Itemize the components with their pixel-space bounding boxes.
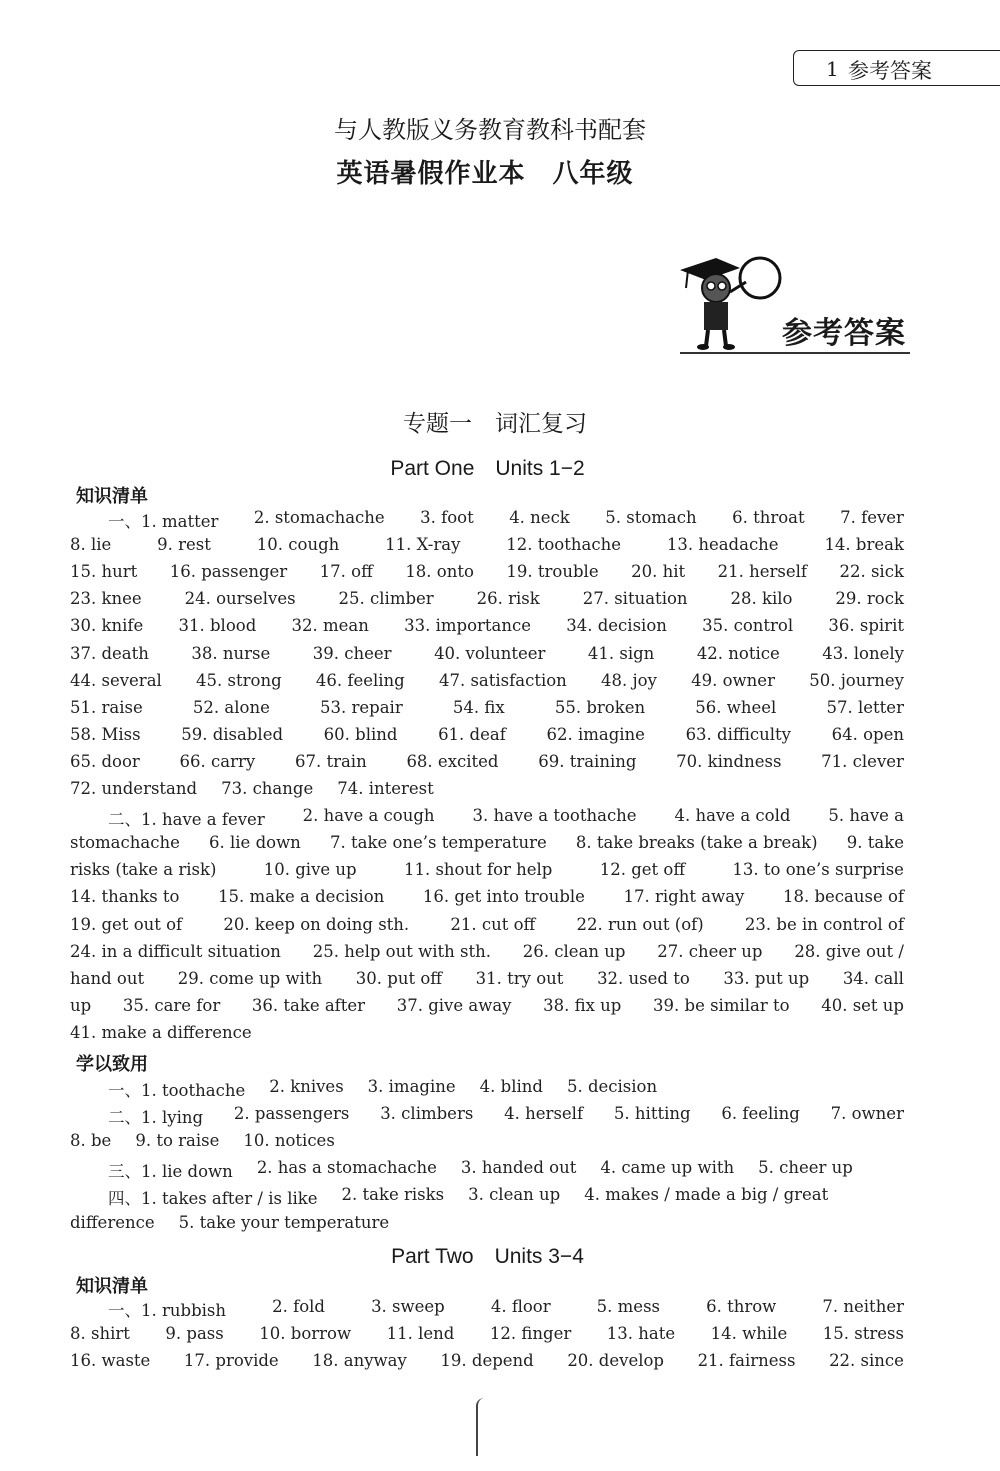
answer-line (108, 1104, 904, 1128)
answer-item: 36. take after (251, 995, 366, 1015)
answer-item: 32. mean (291, 616, 369, 636)
answer-line (70, 942, 904, 961)
answer-item: 10. borrow (259, 1324, 352, 1344)
answer-item: 3. handed out (460, 1158, 577, 1178)
answer-item: 17. right away (623, 887, 745, 907)
answer-item: 49. owner (691, 670, 775, 690)
answer-item: difference (70, 1212, 155, 1232)
answer-item: 4. came up with (600, 1158, 735, 1178)
answer-item: 10. cough (256, 535, 340, 555)
answer-item: 61. deaf (438, 724, 506, 744)
answer-item: 26. clean up (522, 941, 626, 961)
answer-line (108, 1185, 904, 1209)
answer-item: 54. fix (452, 697, 505, 717)
answer-item: 6. throat (732, 508, 805, 527)
book-title: 英语暑假作业本 八年级 (336, 159, 634, 189)
answer-item: risks (take a risk) (70, 860, 217, 880)
answer-item: 45. strong (196, 670, 282, 690)
answer-item: 2. knives (269, 1077, 344, 1096)
answer-line (70, 1131, 904, 1150)
answer-item: 4. makes / made a big / great (584, 1185, 829, 1205)
answer-item: 44. several (70, 670, 162, 690)
answer-item: 69. training (538, 751, 637, 771)
answer-item: 16. passenger (169, 562, 288, 582)
answer-item: 28. give out / (794, 941, 904, 961)
answer-item: 20. hit (631, 562, 686, 582)
answer-item: 30. put off (355, 968, 443, 988)
answer-item: 4. neck (509, 508, 570, 527)
answer-item: 47. satisfaction (438, 670, 567, 690)
answer-line (70, 887, 904, 906)
answer-item: 18. because of (782, 887, 904, 907)
answer-line (108, 1297, 904, 1321)
answer-item: 2. has a stomachache (256, 1158, 437, 1178)
answer-item: 72. understand (70, 779, 198, 798)
answer-item: 11. X-ray (385, 535, 461, 555)
answer-item: 55. broken (554, 697, 646, 717)
answer-line (108, 806, 904, 830)
answer-item: 67. train (294, 751, 367, 771)
answer-item: 14. thanks to (70, 887, 180, 907)
answer-item: 40. set up (821, 995, 904, 1015)
answer-line (70, 616, 904, 635)
answer-item: 2. fold (272, 1297, 325, 1316)
answer-item: 41. sign (587, 643, 655, 663)
topic-title: 专题一 词汇复习 (403, 411, 587, 437)
answer-item: 21. cut off (450, 914, 536, 934)
answer-item: 41. make a difference (70, 1022, 252, 1042)
answer-item: hand out (70, 968, 145, 988)
answer-line (70, 1351, 904, 1370)
answer-item: 22. run out (of) (576, 914, 704, 934)
answer-item: 35. care for (122, 995, 221, 1015)
answer-line (70, 698, 904, 717)
answer-item: 6. throw (706, 1297, 777, 1316)
answer-line (70, 562, 904, 581)
answer-item: 24. in a difficult situation (70, 941, 281, 961)
answer-item: 56. wheel (695, 697, 777, 717)
answer-item: 34. call (842, 968, 904, 988)
answer-item: 31. blood (178, 616, 257, 636)
page-number: 1 (826, 57, 839, 81)
part2-knowledge-heading: 知识清单 (76, 1276, 148, 1297)
answer-item: 四、1. takes after / is like (108, 1189, 318, 1209)
answer-item: 6. lie down (209, 833, 301, 853)
answer-line (108, 508, 904, 532)
answer-line (70, 915, 904, 934)
answer-item: 59. disabled (181, 724, 284, 744)
answer-item: 38. nurse (191, 643, 271, 663)
answer-item: 39. cheer (312, 643, 392, 663)
answer-item: 63. difficulty (685, 724, 791, 744)
answer-item: 18. onto (405, 562, 474, 582)
part1-knowledge-heading: 知识清单 (76, 486, 148, 507)
answer-item: 一、1. toothache (108, 1081, 246, 1100)
answer-item: 3. have a toothache (472, 806, 637, 826)
answer-item: 46. feeling (315, 670, 405, 690)
answer-item: 8. shirt (70, 1324, 130, 1344)
answer-item: 24. ourselves (184, 589, 296, 609)
answer-item: 5. hitting (613, 1104, 691, 1124)
book-subtitle: 与人教版义务教育教科书配套 (334, 116, 646, 144)
answer-item: 9. rest (157, 535, 211, 555)
answer-item: 11. lend (386, 1324, 455, 1344)
answer-line (70, 996, 904, 1015)
answer-line (70, 589, 904, 608)
answer-line (108, 1158, 904, 1182)
answer-item: 一、1. matter (108, 512, 219, 531)
answer-item: 27. situation (582, 589, 688, 609)
answer-item: 43. lonely (822, 643, 904, 663)
answer-item: 3. climbers (380, 1104, 474, 1124)
answer-item: 50. journey (809, 670, 904, 690)
answer-item: 一、1. rubbish (108, 1301, 226, 1320)
answer-item: up (70, 995, 92, 1015)
answer-item: 19. trouble (506, 562, 599, 582)
answer-item: 7. neither (822, 1297, 904, 1316)
answer-item: 51. raise (70, 697, 143, 717)
answer-item: 21. fairness (697, 1351, 796, 1371)
header-tab-label: 参考答案 (848, 59, 932, 83)
answer-item: 5. stomach (605, 508, 697, 527)
answer-line (70, 779, 904, 798)
answer-item: 26. risk (476, 589, 540, 609)
answer-item: 36. spirit (828, 616, 904, 636)
answer-key-logo-label: 参考答案 (782, 316, 906, 351)
answer-item: 31. try out (475, 968, 564, 988)
answer-item: 16. get into trouble (422, 887, 585, 907)
answer-item: 11. shout for help (403, 860, 553, 880)
answer-item: 38. fix up (543, 995, 622, 1015)
answer-item: 9. pass (165, 1324, 224, 1344)
answer-item: 65. door (70, 751, 140, 771)
answer-item: 57. letter (826, 697, 904, 717)
answer-item: 21. herself (717, 562, 807, 582)
answer-item: 二、1. lying (108, 1108, 204, 1128)
answer-item: 48. joy (601, 670, 657, 690)
answer-line (108, 1077, 904, 1101)
answer-item: 27. cheer up (657, 941, 763, 961)
answer-item: 17. provide (183, 1351, 279, 1371)
answer-item: 6. feeling (721, 1104, 800, 1124)
answer-item: 40. volunteer (434, 643, 546, 663)
answer-item: 4. blind (479, 1077, 543, 1096)
answer-item: 53. repair (320, 697, 403, 717)
answer-item: 18. anyway (312, 1351, 407, 1371)
answer-item: 15. stress (822, 1324, 904, 1344)
answer-item: 8. take breaks (take a break) (575, 833, 818, 853)
answer-item: 20. develop (567, 1351, 664, 1371)
answer-item: 9. to raise (135, 1131, 220, 1151)
answer-line (70, 860, 904, 879)
answer-item: 34. decision (566, 616, 667, 636)
answer-item: 28. kilo (730, 589, 793, 609)
answer-item: 15. make a decision (218, 887, 385, 907)
answer-line (70, 1324, 904, 1343)
answer-item: 10. give up (263, 860, 357, 880)
answer-item: 22. sick (839, 562, 904, 582)
answer-line (70, 535, 904, 554)
answer-item: 22. since (829, 1351, 904, 1371)
answer-item: 33. importance (404, 616, 532, 636)
answer-item: 3. sweep (371, 1297, 445, 1316)
answer-item: 19. depend (440, 1351, 534, 1371)
answer-item: 64. open (831, 724, 904, 744)
answer-item: 16. waste (70, 1351, 151, 1371)
answer-item: 23. knee (70, 589, 142, 609)
answer-item: 3. imagine (367, 1077, 456, 1096)
answer-item: 7. fever (840, 508, 904, 527)
answer-item: 8. be (70, 1131, 112, 1151)
logo-underline (680, 352, 910, 354)
answer-item: 13. headache (666, 535, 779, 555)
answer-line (70, 833, 904, 852)
answer-item: 62. imagine (546, 724, 645, 744)
part1-title: Part One Units 1−2 (390, 457, 585, 480)
answer-item: 70. kindness (676, 751, 782, 771)
answer-item: stomachache (70, 833, 180, 853)
answer-item: 12. get off (599, 860, 686, 880)
answer-item: 12. toothache (506, 535, 621, 555)
answer-item: 5. take your temperature (178, 1212, 390, 1232)
answer-item: 19. get out of (70, 914, 183, 934)
answer-item: 37. death (70, 643, 149, 663)
part2-title: Part Two Units 3−4 (391, 1245, 584, 1268)
answer-item: 7. owner (830, 1104, 904, 1124)
answer-item: 8. lie (70, 535, 112, 555)
answer-item: 5. mess (596, 1297, 661, 1316)
answer-item: 35. control (702, 616, 794, 636)
answer-line (70, 1213, 904, 1232)
answer-item: 74. interest (337, 779, 434, 798)
answer-line (70, 644, 904, 663)
answer-item: 5. have a (828, 806, 904, 826)
answer-item: 29. come up with (177, 968, 323, 988)
answer-item: 14. while (710, 1324, 788, 1344)
answer-item: 32. used to (597, 968, 690, 988)
answer-item: 73. change (221, 779, 314, 798)
answer-item: 37. give away (396, 995, 512, 1015)
answer-item: 9. take (846, 833, 904, 853)
answer-item: 68. excited (406, 751, 499, 771)
answer-item: 3. clean up (468, 1185, 561, 1205)
page-bracket-mark (476, 1398, 488, 1456)
answer-item: 14. break (824, 535, 904, 555)
answer-item: 30. knife (70, 616, 144, 636)
answer-item: 42. notice (696, 643, 780, 663)
teacher-mascot-icon (678, 252, 788, 352)
answer-item: 60. blind (323, 724, 398, 744)
answer-item: 2. take risks (341, 1185, 445, 1205)
answer-item: 25. help out with sth. (312, 941, 491, 961)
answer-item: 39. be similar to (653, 995, 790, 1015)
answer-item: 2. passengers (233, 1104, 350, 1124)
answer-item: 10. notices (243, 1131, 335, 1151)
answer-item: 71. clever (821, 751, 904, 771)
answer-item: 4. floor (490, 1297, 551, 1316)
answer-line (70, 969, 904, 988)
part1-practice-heading: 学以致用 (76, 1054, 148, 1075)
answer-item: 3. foot (420, 508, 474, 527)
answer-item: 20. keep on doing sth. (223, 914, 410, 934)
answer-item: 17. off (319, 562, 373, 582)
answer-item: 58. Miss (70, 724, 141, 744)
answer-item: 23. be in control of (744, 914, 904, 934)
answer-item: 29. rock (835, 589, 904, 609)
answer-item: 5. decision (566, 1077, 658, 1096)
answer-line (70, 1023, 904, 1042)
answer-item: 13. to one’s surprise (732, 860, 904, 880)
answer-item: 二、1. have a fever (108, 810, 265, 830)
answer-item: 7. take one’s temperature (329, 833, 547, 853)
answer-item: 4. herself (504, 1104, 584, 1124)
answer-item: 4. have a cold (674, 806, 791, 826)
answer-line (70, 671, 904, 690)
answer-item: 52. alone (192, 697, 270, 717)
answer-line (70, 752, 904, 771)
answer-item: 12. finger (489, 1324, 572, 1344)
answer-item: 15. hurt (70, 562, 138, 582)
answer-item: 2. stomachache (253, 508, 385, 527)
answer-item: 33. put up (723, 968, 810, 988)
answer-item: 2. have a cough (302, 806, 435, 826)
answer-item: 5. cheer up (758, 1158, 853, 1178)
answer-item: 13. hate (606, 1324, 676, 1344)
answer-line (70, 725, 904, 744)
answer-item: 25. climber (338, 589, 434, 609)
answer-item: 三、1. lie down (108, 1162, 233, 1182)
answer-item: 66. carry (179, 751, 256, 771)
